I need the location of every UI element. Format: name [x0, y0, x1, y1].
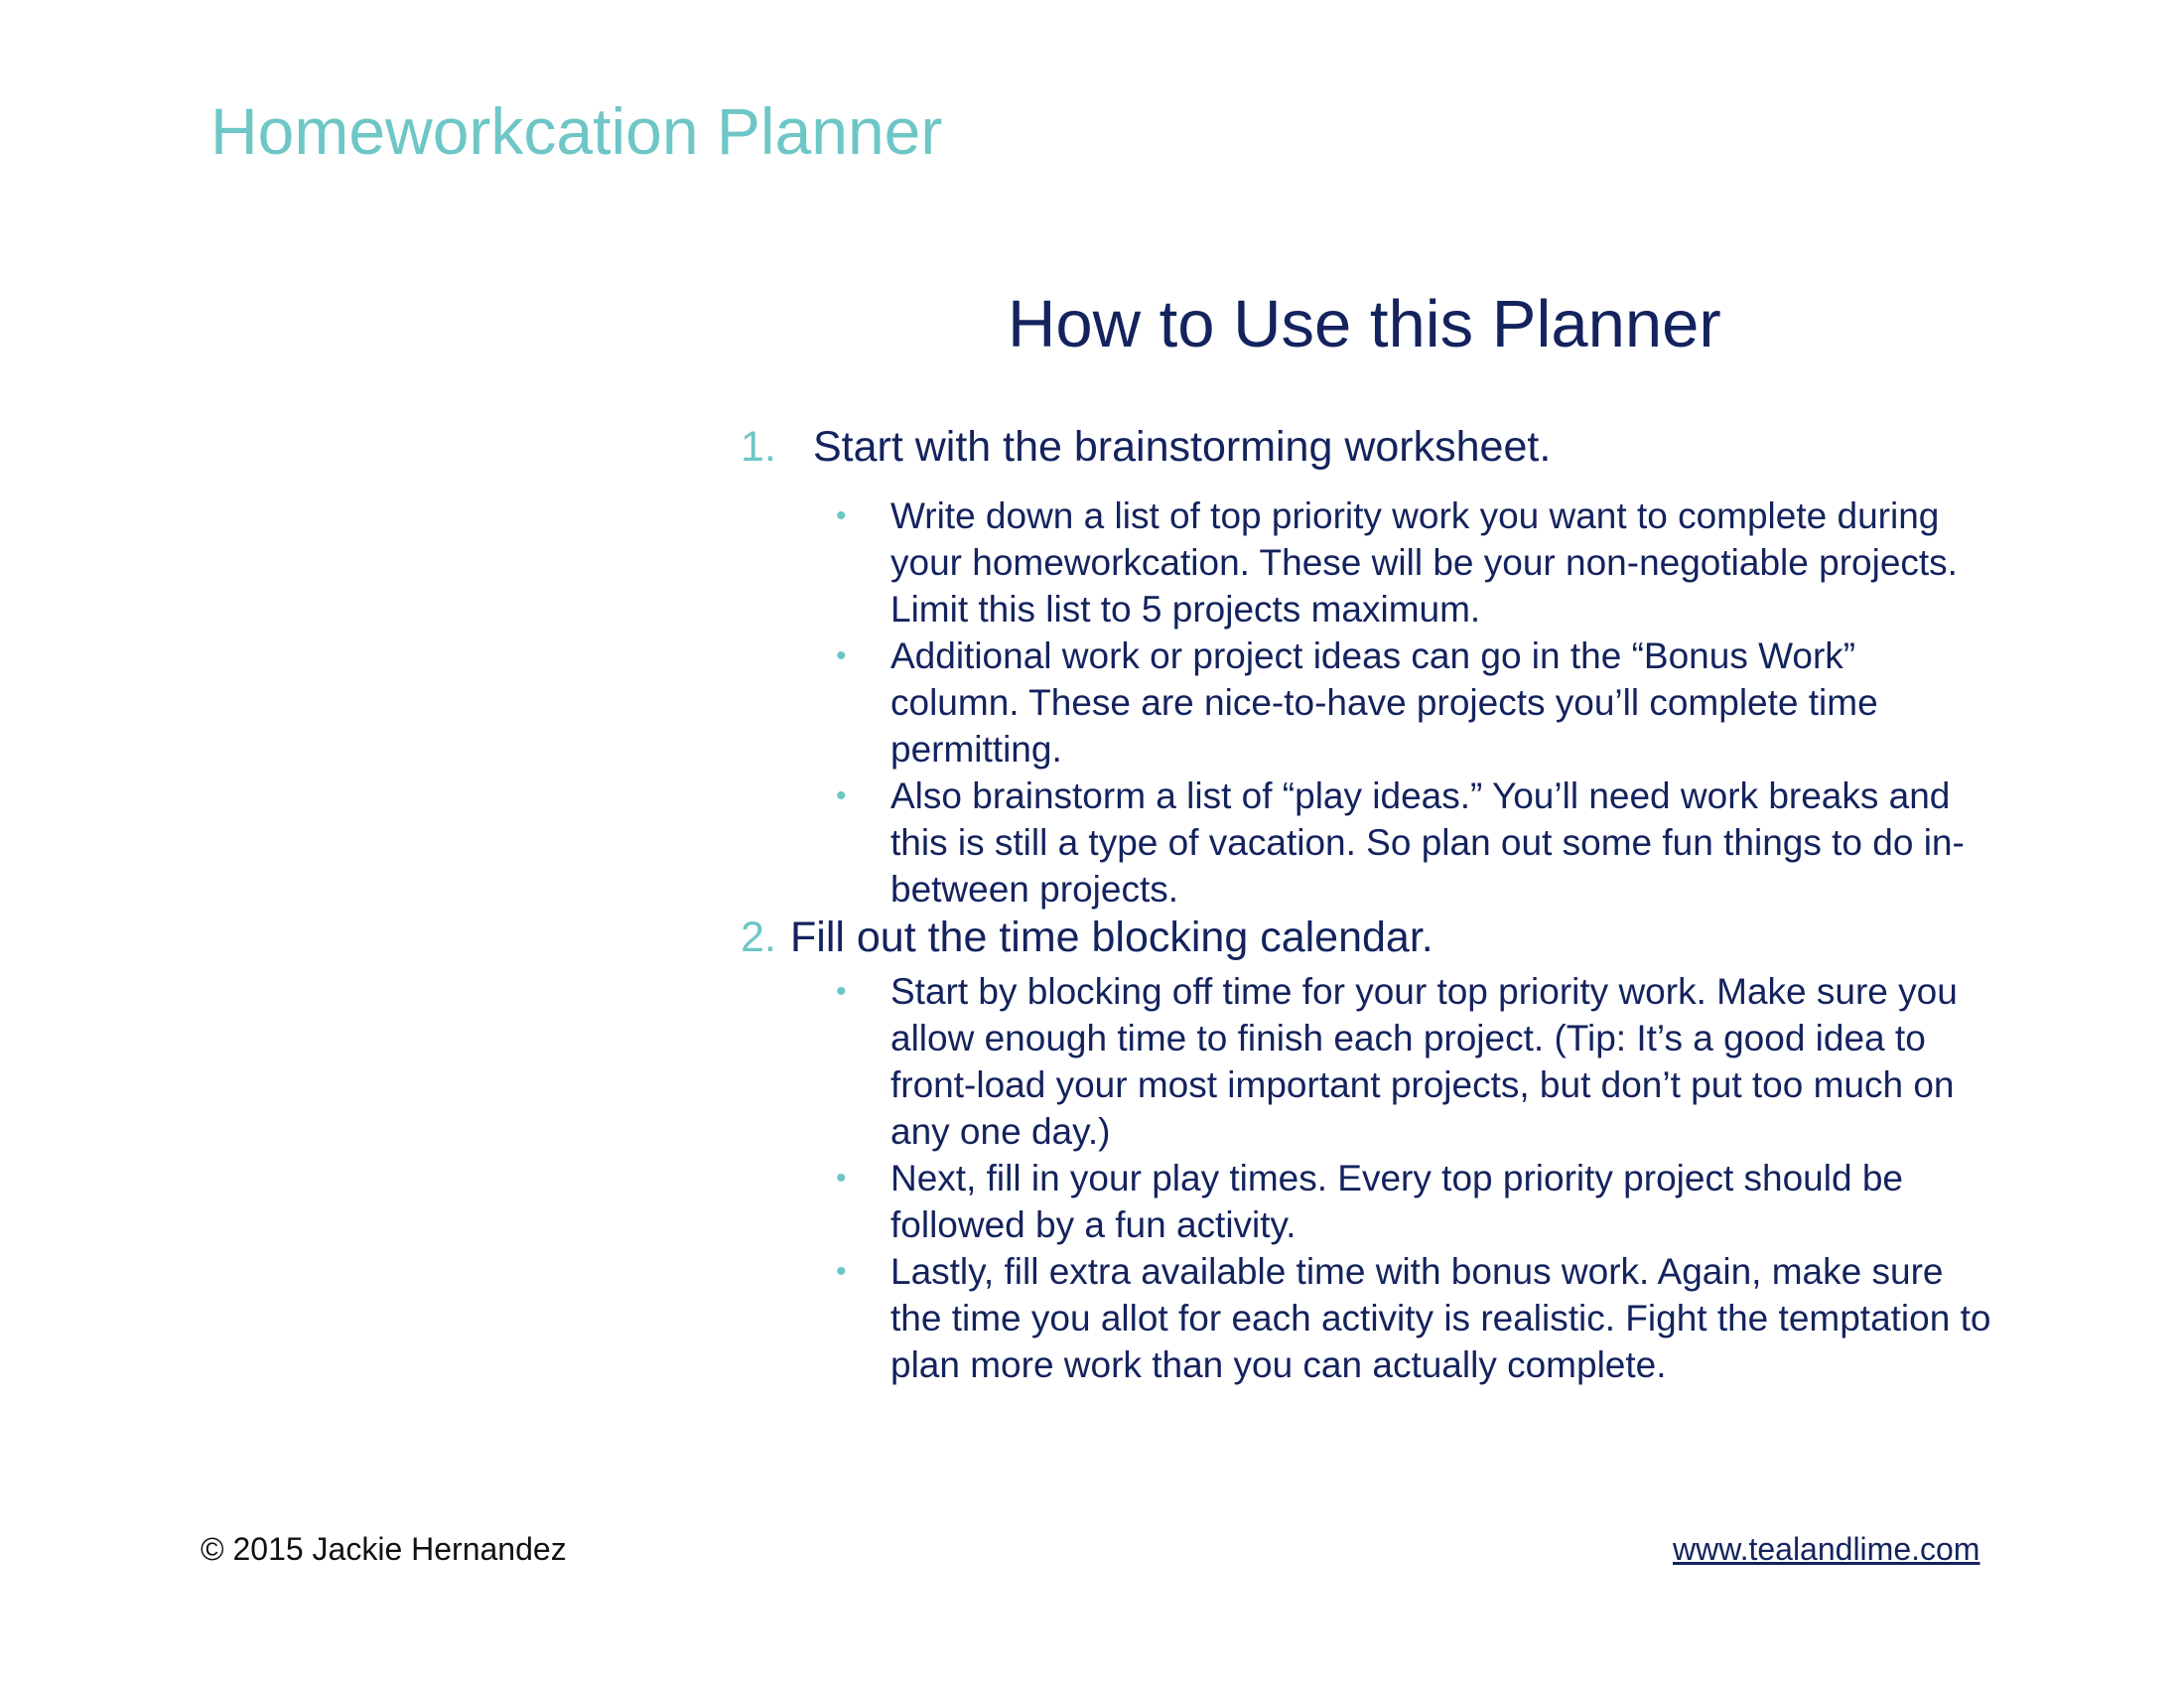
step-2: [741, 912, 1433, 963]
list-item: [836, 1155, 1992, 1248]
footer-copyright: © 2015 Jackie Hernandez: [201, 1531, 567, 1567]
list-item: [836, 1248, 1992, 1388]
step-2-number: 2.: [741, 914, 776, 961]
list-item: [836, 492, 1992, 633]
bullet-icon: •: [836, 1162, 847, 1195]
bullet-icon: •: [836, 779, 847, 812]
list-item: [836, 968, 1992, 1155]
page-heading: How to Use this Planner: [1008, 287, 1721, 361]
step-2-bullet-list: [836, 968, 1992, 1388]
step-1: [741, 421, 1551, 473]
step-1-bullet-list: [836, 492, 1992, 913]
bullet-icon: •: [836, 1255, 847, 1288]
bullet-text: Lastly, fill extra available time with bonus work. Again, make sure the time you allot for each activity is realistic. Fight the temptation to plan more work than you can actually complete.: [890, 1251, 1991, 1385]
bullet-icon: •: [836, 499, 847, 532]
bullet-text: Next, fill in your play times. Every top priority project should be followed by a fun activity.: [890, 1158, 1903, 1245]
bullet-icon: •: [836, 975, 847, 1008]
bullet-text: Additional work or project ideas can go in the “Bonus Work” column. These are nice-to-have projects you’ll complete time permitting.: [890, 635, 1878, 770]
bullet-icon: •: [836, 639, 847, 672]
list-item: [836, 633, 1992, 773]
step-1-number: 1.: [741, 423, 776, 471]
step-1-title: Start with the brainstorming worksheet.: [813, 423, 1552, 471]
list-item: [836, 773, 1992, 913]
bullet-text: Start by blocking off time for your top priority work. Make sure you allow enough time to finish each project. (Tip: It’s a good idea to front-load your most important projects, but don’t put too much on any one day.): [890, 971, 1958, 1152]
bullet-text: Write down a list of top priority work you want to complete during your homeworkcation. These will be your non-negotiable projects. Limit this list to 5 projects maximum.: [890, 495, 1958, 630]
brand-title: Homeworkcation Planner: [210, 94, 943, 168]
website-link[interactable]: www.tealandlime.com: [1673, 1531, 1980, 1567]
step-2-title: Fill out the time blocking calendar.: [790, 914, 1433, 961]
bullet-text: Also brainstorm a list of “play ideas.” You’ll need work breaks and this is still a type of vacation. So plan out some fun things to do in-between projects.: [890, 775, 1965, 910]
